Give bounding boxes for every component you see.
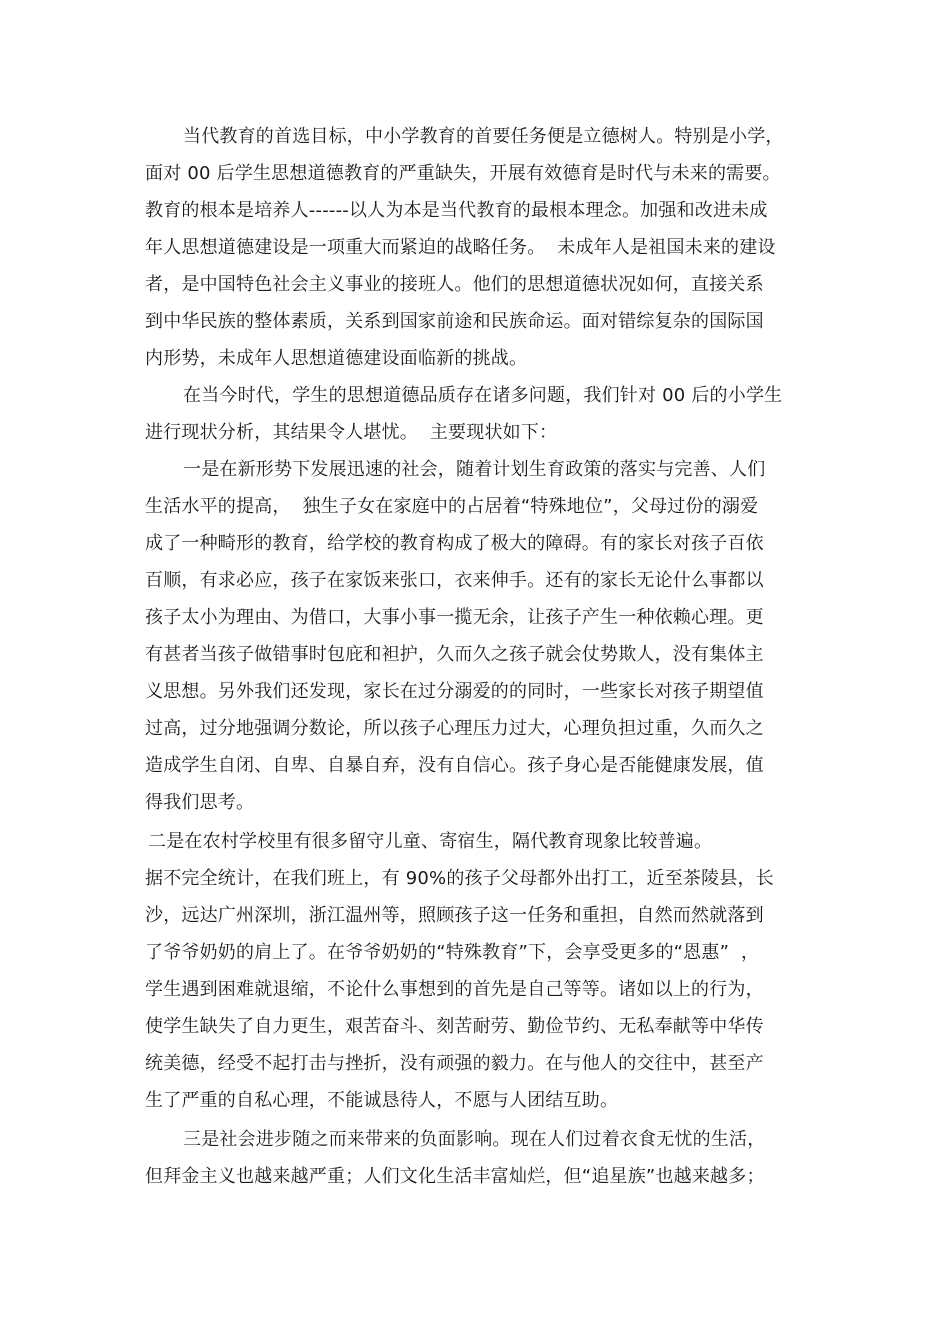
text-line: 据不完全统计，在我们班上，有 90%的孩子父母都外出打工，近至茶陵县，长	[145, 868, 774, 889]
text-line: 当代教育的首选目标，中小学教育的首要任务便是立德树人。特别是小学，	[183, 126, 784, 147]
text-line: 义思想。另外我们还发现，家长在过分溺爱的的同时，一些家长对孩子期望值	[145, 681, 764, 702]
text-line: 成了一种畸形的教育，给学校的教育构成了极大的障碍。有的家长对孩子百依	[145, 533, 764, 554]
text-line: 沙，远达广州深圳，浙江温州等，照顾孩子这一任务和重担，自然而然就落到	[145, 905, 764, 926]
text-line: 有甚者当孩子做错事时包庇和袒护，久而久之孩子就会仗势欺人，没有集体主	[145, 644, 764, 665]
text-line: 但拜金主义也越来越严重；人们文化生活丰富灿烂，但“追星族”也越来越多；	[145, 1166, 765, 1187]
text-line: 一是在新形势下发展迅速的社会，随着计划生育政策的落实与完善、人们	[183, 459, 766, 480]
text-line: 孩子太小为理由、为借口，大事小事一揽无余，让孩子产生一种依赖心理。更	[145, 607, 764, 628]
text-line: 造成学生自闭、自卑、自暴自弃，没有自信心。孩子身心是否能健康发展，值	[145, 755, 764, 776]
text-line: 过高，过分地强调分数论，所以孩子心理压力过大，心理负担过重，久而久之	[145, 718, 764, 739]
text-line: 统美德，经受不起打击与挫折，没有顽强的毅力。在与他人的交往中，甚至产	[145, 1053, 764, 1074]
text-line: 使学生缺失了自力更生，艰苦奋斗、刻苦耐劳、勤俭节约、无私奉献等中华传	[145, 1016, 764, 1037]
text-line: 三是社会进步随之而来带来的负面影响。现在人们过着衣食无忧的生活，	[183, 1129, 766, 1150]
text-line: 年人思想道德建设是一项重大而紧迫的战略任务。 未成年人是祖国未来的建设	[145, 237, 776, 258]
text-line: 内形势，未成年人思想道德建设面临新的挑战。	[145, 348, 528, 369]
text-line: 到中华民族的整体素质，关系到国家前途和民族命运。面对错综复杂的国际国	[145, 311, 764, 332]
text-line: 百顺，有求必应，孩子在家饭来张口，衣来伸手。还有的家长无论什么事都以	[145, 570, 764, 591]
text-line: 教育的根本是培养人------以人为本是当代教育的最根本理念。加强和改进未成	[145, 200, 768, 221]
text-line: 了爷爷奶奶的肩上了。在爷爷奶奶的“特殊教育”下，会享受更多的“恩惠” ，	[145, 942, 760, 963]
text-line: 生了严重的自私心理，不能诚恳待人，不愿与人团结互助。	[145, 1090, 619, 1111]
text-line: 学生遇到困难就退缩，不论什么事想到的首先是自己等等。诸如以上的行为，	[145, 979, 764, 1000]
text-line: 得我们思考。	[145, 792, 255, 813]
text-line: 生活水平的提高， 独生子女在家庭中的占居着“特殊地位”，父母过份的溺爱	[145, 496, 759, 517]
text-line: 进行现状分析，其结果令人堪忧。 主要现状如下：	[145, 422, 558, 443]
text-line: 者，是中国特色社会主义事业的接班人。他们的思想道德状况如何，直接关系	[145, 274, 764, 295]
text-line: 面对 00 后学生思想道德教育的严重缺失，开展有效德育是时代与未来的需要。	[145, 163, 781, 184]
text-line: 在当今时代，学生的思想道德品质存在诸多问题，我们针对 00 后的小学生	[183, 385, 783, 406]
text-line: 二是在农村学校里有很多留守儿童、寄宿生，隔代教育现象比较普遍。	[148, 831, 713, 852]
